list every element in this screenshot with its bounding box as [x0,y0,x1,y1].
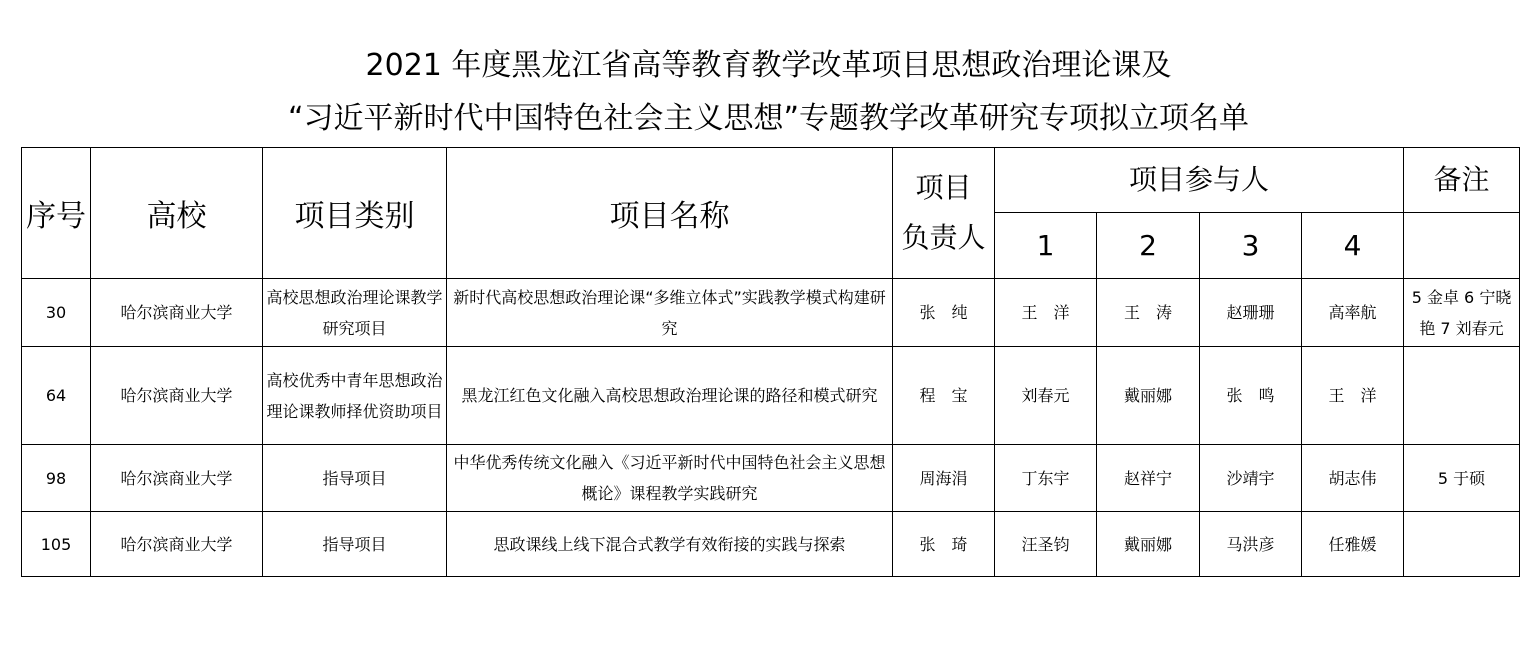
cell-remarks [1404,347,1520,445]
table-row [22,347,1520,445]
document-title-line-1: 2021 年度黑龙江省高等教育教学改革项目思想政治理论课及 [365,48,1172,83]
cell-seq: 64 [22,347,91,445]
cell-seq: 30 [22,279,91,347]
cell-participant-2: 王 涛 [1097,279,1200,347]
header-school: 高校 [91,148,263,279]
cell-project-name: 中华优秀传统文化融入《习近平新时代中国特色社会主义思想概论》课程教学实践研究 [447,445,893,512]
header-participant-3: 3 [1200,213,1302,279]
cell-participant-1: 丁东宇 [995,445,1097,512]
cell-participant-2: 赵祥宁 [1097,445,1200,512]
cell-category: 指导项目 [263,512,447,577]
table-row [22,279,1520,347]
cell-school: 哈尔滨商业大学 [91,445,263,512]
header-remarks-blank [1404,213,1520,279]
cell-participant-3: 沙靖宇 [1200,445,1302,512]
cell-participant-4: 胡志伟 [1302,445,1404,512]
header-category: 项目类别 [263,148,447,279]
cell-remarks [1404,512,1520,577]
cell-seq: 105 [22,512,91,577]
header-participant-4: 4 [1302,213,1404,279]
table-header-row [22,148,1520,213]
cell-school: 哈尔滨商业大学 [91,279,263,347]
document-title-line-2: “习近平新时代中国特色社会主义思想”专题教学改革研究专项拟立项名单 [287,101,1250,136]
cell-participant-2: 戴丽娜 [1097,347,1200,445]
header-leader-bottom: 负责人 [901,221,986,254]
table-row [22,445,1520,512]
cell-leader: 程 宝 [893,347,995,445]
cell-project-name: 思政课线上线下混合式教学有效衔接的实践与探索 [447,512,893,577]
cell-participant-3: 马洪彦 [1200,512,1302,577]
header-participant-1: 1 [995,213,1097,279]
cell-remarks: 5 金卓 6 宁晓艳 7 刘春元 [1404,279,1520,347]
header-leader-top: 项目 [915,171,972,204]
cell-participant-4: 王 洋 [1302,347,1404,445]
cell-participant-4: 任雅媛 [1302,512,1404,577]
cell-leader: 周海涓 [893,445,995,512]
header-seq: 序号 [22,148,91,279]
cell-seq: 98 [22,445,91,512]
cell-school: 哈尔滨商业大学 [91,512,263,577]
header-remarks: 备注 [1404,148,1520,213]
cell-participant-4: 高率航 [1302,279,1404,347]
cell-project-name: 新时代高校思想政治理论课“多维立体式”实践教学模式构建研究 [447,279,893,347]
cell-participant-1: 刘春元 [995,347,1097,445]
table-row [22,512,1520,577]
header-participant-2: 2 [1097,213,1200,279]
project-list-table [21,147,1520,577]
cell-participant-3: 张 鸣 [1200,347,1302,445]
cell-leader: 张 琦 [893,512,995,577]
cell-participant-3: 赵珊珊 [1200,279,1302,347]
cell-category: 指导项目 [263,445,447,512]
cell-remarks: 5 于硕 [1404,445,1520,512]
header-leader [893,148,995,279]
cell-school: 哈尔滨商业大学 [91,347,263,445]
cell-leader: 张 纯 [893,279,995,347]
cell-category: 高校思想政治理论课教学研究项目 [263,279,447,347]
cell-participant-2: 戴丽娜 [1097,512,1200,577]
header-participants: 项目参与人 [995,148,1404,213]
header-project-name: 项目名称 [447,148,893,279]
cell-participant-1: 汪圣钧 [995,512,1097,577]
cell-participant-1: 王 洋 [995,279,1097,347]
cell-category: 高校优秀中青年思想政治理论课教师择优资助项目 [263,347,447,445]
cell-project-name: 黑龙江红色文化融入高校思想政治理论课的路径和模式研究 [447,347,893,445]
